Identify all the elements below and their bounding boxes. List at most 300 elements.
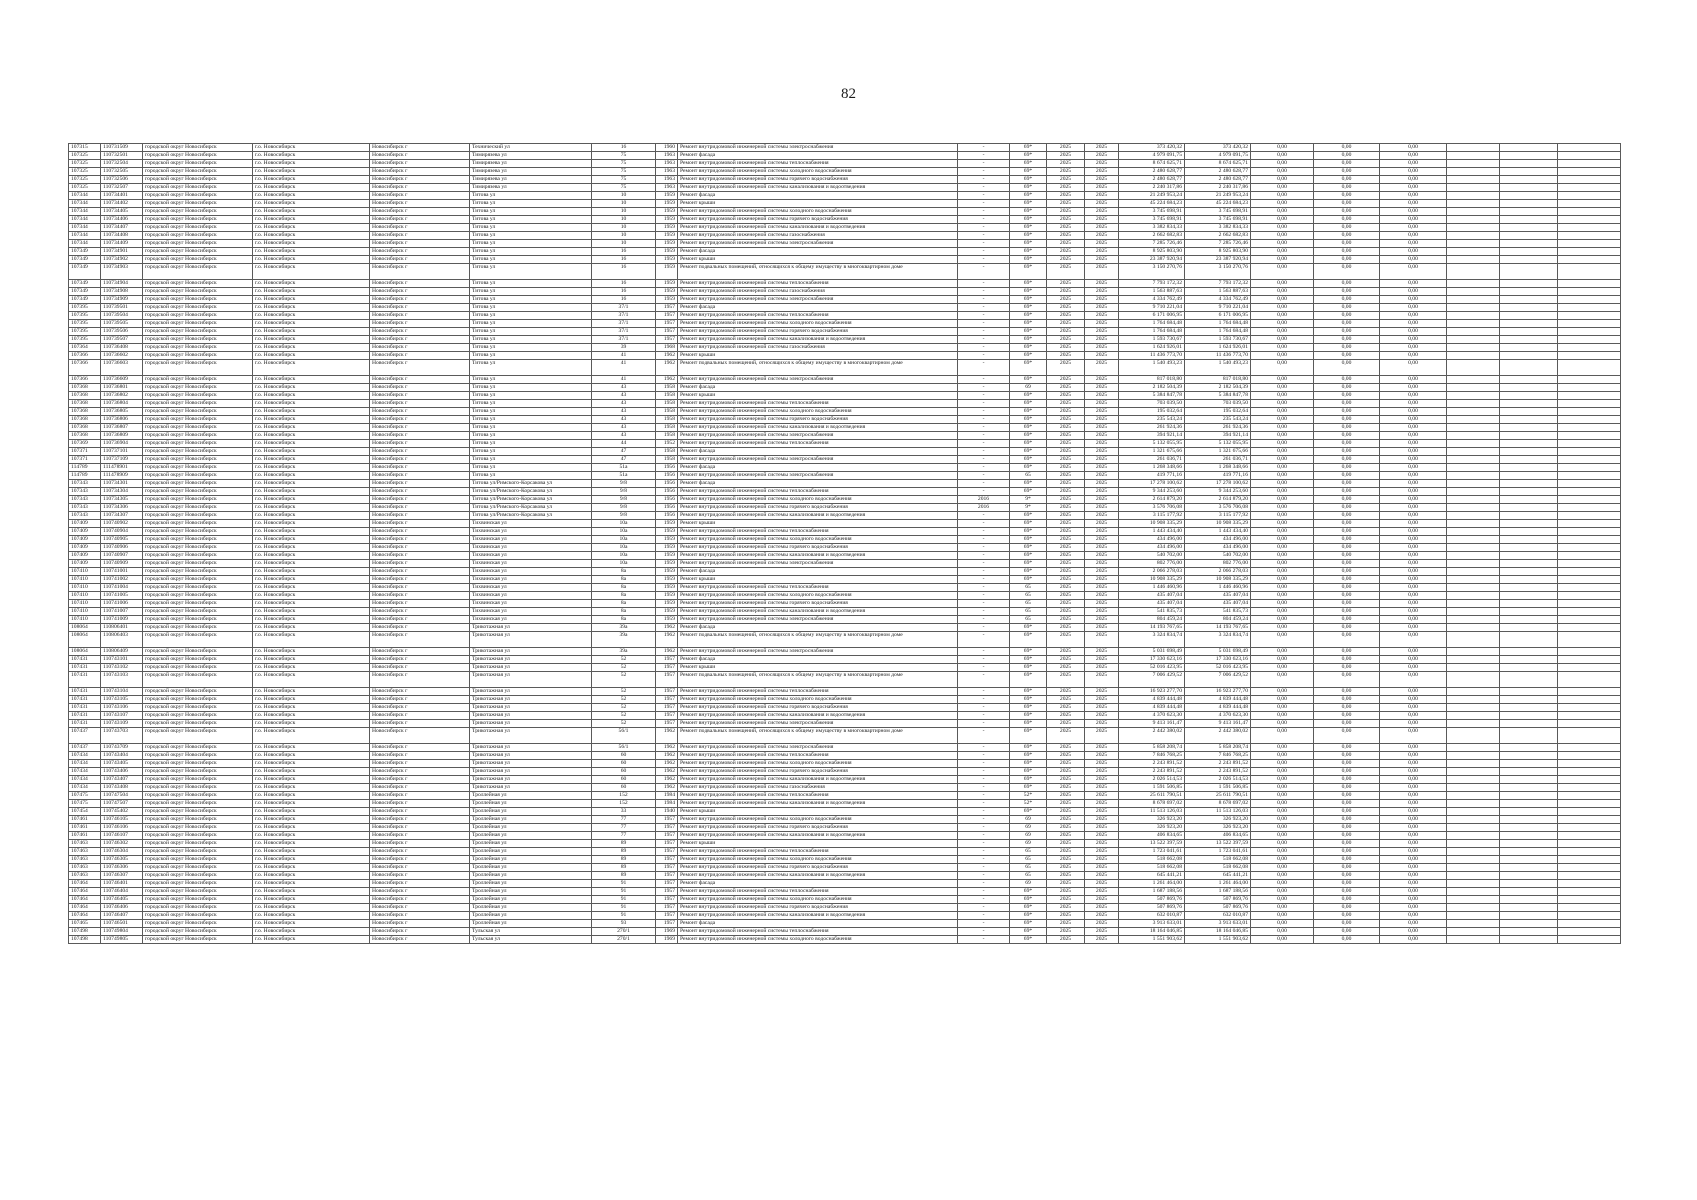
- cell-settlement: Новосибирск г: [370, 192, 470, 200]
- cell-fund-cost: 435 407,04: [1185, 600, 1251, 608]
- cell-col-21: [1558, 280, 1621, 288]
- cell-year-from: 2025: [1047, 576, 1085, 584]
- cell-built: 1962: [656, 752, 678, 760]
- cell-work: Ремонт внутридомовой инженерной системы электроснабжения: [678, 616, 958, 624]
- cell-work-id: 110732501: [101, 152, 143, 160]
- cell-house-id: 107434: [69, 752, 101, 760]
- cell-year-from: 2025: [1047, 696, 1085, 704]
- cell-settlement: Новосибирск г: [370, 896, 470, 904]
- cell-dash: -: [958, 864, 1010, 872]
- cell-fund-cost: 261 924,36: [1185, 424, 1251, 432]
- cell-col-19: [1447, 840, 1500, 848]
- cell-col-20: [1500, 848, 1558, 856]
- cell-total-cost: 9 710 221,04: [1119, 304, 1185, 312]
- cell-settlement-district: г.о. Новосибирск: [253, 184, 370, 192]
- cell-col-19: [1447, 544, 1500, 552]
- cell-year-from: 2025: [1047, 264, 1085, 280]
- table-row: [69, 824, 1621, 832]
- cell-col-21: [1558, 512, 1621, 520]
- cell-budget-1: 0,00: [1251, 400, 1314, 408]
- cell-budget-1: 0,00: [1251, 928, 1314, 936]
- cell-fund-cost: 2 240 317,86: [1185, 184, 1251, 192]
- cell-col-19: [1447, 608, 1500, 616]
- cell-year-to: 2025: [1085, 592, 1119, 600]
- table-row: [69, 416, 1621, 424]
- cell-col-21: [1558, 432, 1621, 440]
- cell-house-id: 107343: [69, 512, 101, 520]
- cell-municipality: городской округ Новосибирск: [143, 856, 253, 864]
- cell-fund-cost: 2 243 891,52: [1185, 768, 1251, 776]
- cell-settlement: Новосибирск г: [370, 456, 470, 464]
- cell-col-19: [1447, 832, 1500, 840]
- cell-col-20: [1500, 552, 1558, 560]
- cell-col-21: [1558, 536, 1621, 544]
- cell-settlement: Новосибирск г: [370, 584, 470, 592]
- cell-built: 1957: [656, 896, 678, 904]
- cell-street: Троллейная ул: [470, 912, 592, 920]
- cell-fund-cost: 7 006 429,52: [1185, 672, 1251, 688]
- table-row: [69, 352, 1621, 360]
- cell-work: Ремонт фасада: [678, 624, 958, 632]
- cell-year-to: 2025: [1085, 936, 1119, 944]
- cell-fund-cost: 10 908 335,29: [1185, 576, 1251, 584]
- cell-settlement-district: г.о. Новосибирск: [253, 880, 370, 888]
- cell-total-cost: 1 593 730,67: [1119, 336, 1185, 344]
- cell-budget-3: 0,00: [1380, 240, 1447, 248]
- cell-dash: -: [958, 696, 1010, 704]
- cell-settlement-district: г.о. Новосибирск: [253, 792, 370, 800]
- cell-municipality: городской округ Новосибирск: [143, 888, 253, 896]
- cell-municipality: городской округ Новосибирск: [143, 520, 253, 528]
- cell-year-from: 2025: [1047, 144, 1085, 152]
- cell-term: 65: [1010, 608, 1047, 616]
- cell-term: 65: [1010, 872, 1047, 880]
- cell-street: Тихвинская ул: [470, 576, 592, 584]
- cell-term: 69*: [1010, 656, 1047, 664]
- cell-fund-cost: 2 066 278,03: [1185, 568, 1251, 576]
- cell-col-20: [1500, 544, 1558, 552]
- cell-work-id: 110737101: [101, 448, 143, 456]
- cell-settlement: Новосибирск г: [370, 808, 470, 816]
- cell-street: Титова ул: [470, 208, 592, 216]
- cell-budget-2: 0,00: [1314, 208, 1380, 216]
- cell-term: 69*: [1010, 312, 1047, 320]
- cell-col-19: [1447, 168, 1500, 176]
- cell-year-from: 2025: [1047, 728, 1085, 744]
- cell-house-id: 107410: [69, 576, 101, 584]
- cell-house-no: 52: [592, 696, 656, 704]
- cell-budget-2: 0,00: [1314, 616, 1380, 624]
- cell-settlement: Новосибирск г: [370, 824, 470, 832]
- cell-budget-1: 0,00: [1251, 832, 1314, 840]
- cell-year-from: 2025: [1047, 216, 1085, 224]
- cell-total-cost: 9 413 161,47: [1119, 720, 1185, 728]
- cell-budget-2: 0,00: [1314, 696, 1380, 704]
- cell-settlement: Новосибирск г: [370, 352, 470, 360]
- cell-budget-2: 0,00: [1314, 192, 1380, 200]
- cell-year-to: 2025: [1085, 520, 1119, 528]
- table-row: [69, 320, 1621, 328]
- cell-year-from: 2025: [1047, 744, 1085, 752]
- cell-fund-cost: 14 193 767,65: [1185, 624, 1251, 632]
- cell-work: Ремонт фасада: [678, 304, 958, 312]
- cell-work: Ремонт внутридомовой инженерной системы электроснабжения: [678, 456, 958, 464]
- cell-year-to: 2025: [1085, 328, 1119, 336]
- cell-total-cost: 406 834,65: [1119, 832, 1185, 840]
- cell-year-to: 2025: [1085, 560, 1119, 568]
- cell-col-20: [1500, 576, 1558, 584]
- cell-year-from: 2025: [1047, 664, 1085, 672]
- cell-street: Тихвинская ул: [470, 584, 592, 592]
- cell-total-cost: 261 036,71: [1119, 456, 1185, 464]
- cell-dash: -: [958, 144, 1010, 152]
- cell-fund-cost: 1 321 675,66: [1185, 448, 1251, 456]
- cell-col-19: [1447, 496, 1500, 504]
- cell-col-20: [1500, 624, 1558, 632]
- cell-dash: -: [958, 800, 1010, 808]
- table-row: [69, 248, 1621, 256]
- cell-year-from: 2025: [1047, 208, 1085, 216]
- cell-term: 69*: [1010, 408, 1047, 416]
- cell-budget-2: 0,00: [1314, 288, 1380, 296]
- cell-street: Трикотажная ул: [470, 704, 592, 712]
- cell-col-20: [1500, 160, 1558, 168]
- cell-dash: -: [958, 752, 1010, 760]
- cell-house-no: 8а: [592, 600, 656, 608]
- cell-year-from: 2025: [1047, 352, 1085, 360]
- cell-dash: -: [958, 880, 1010, 888]
- cell-col-20: [1500, 896, 1558, 904]
- cell-built: 1962: [656, 728, 678, 744]
- cell-budget-3: 0,00: [1380, 400, 1447, 408]
- cell-budget-1: 0,00: [1251, 768, 1314, 776]
- cell-term: 69*: [1010, 528, 1047, 536]
- cell-col-19: [1447, 232, 1500, 240]
- cell-house-id: 107461: [69, 816, 101, 824]
- cell-work-id: 110734306: [101, 504, 143, 512]
- cell-settlement: Новосибирск г: [370, 760, 470, 768]
- cell-year-to: 2025: [1085, 800, 1119, 808]
- cell-house-no: 37/1: [592, 304, 656, 312]
- cell-municipality: городской округ Новосибирск: [143, 768, 253, 776]
- cell-built: 1963: [656, 168, 678, 176]
- cell-col-20: [1500, 536, 1558, 544]
- cell-col-19: [1447, 848, 1500, 856]
- cell-house-no: 8а: [592, 616, 656, 624]
- table-row: [69, 160, 1621, 168]
- cell-budget-1: 0,00: [1251, 568, 1314, 576]
- cell-built: 1959: [656, 568, 678, 576]
- table-row: [69, 528, 1621, 536]
- cell-total-cost: 23 387 920,94: [1119, 256, 1185, 264]
- cell-work: Ремонт внутридомовой инженерной системы газоснабжения: [678, 784, 958, 792]
- cell-settlement: Новосибирск г: [370, 408, 470, 416]
- cell-term: 69*: [1010, 904, 1047, 912]
- cell-fund-cost: 25 611 790,51: [1185, 792, 1251, 800]
- cell-col-19: [1447, 696, 1500, 704]
- cell-col-19: [1447, 224, 1500, 232]
- cell-fund-cost: 8 678 697,02: [1185, 800, 1251, 808]
- cell-house-id: 107344: [69, 240, 101, 248]
- cell-settlement: Новосибирск г: [370, 856, 470, 864]
- cell-budget-3: 0,00: [1380, 528, 1447, 536]
- cell-year-to: 2025: [1085, 888, 1119, 896]
- cell-year-from: 2025: [1047, 584, 1085, 592]
- cell-street: Троллейная ул: [470, 808, 592, 816]
- cell-fund-cost: 3 913 633,01: [1185, 920, 1251, 928]
- cell-col-19: [1447, 528, 1500, 536]
- cell-col-20: [1500, 704, 1558, 712]
- cell-col-20: [1500, 800, 1558, 808]
- cell-fund-cost: 9 344 253,60: [1185, 488, 1251, 496]
- cell-col-21: [1558, 248, 1621, 256]
- cell-budget-1: 0,00: [1251, 704, 1314, 712]
- cell-budget-3: 0,00: [1380, 912, 1447, 920]
- cell-municipality: городской округ Новосибирск: [143, 312, 253, 320]
- cell-term: 69: [1010, 840, 1047, 848]
- cell-house-id: 107410: [69, 608, 101, 616]
- table-row: [69, 384, 1621, 392]
- cell-term: 69*: [1010, 648, 1047, 656]
- cell-municipality: городской округ Новосибирск: [143, 912, 253, 920]
- cell-work-id: 110732504: [101, 160, 143, 168]
- cell-budget-2: 0,00: [1314, 880, 1380, 888]
- cell-col-19: [1447, 160, 1500, 168]
- cell-budget-1: 0,00: [1251, 648, 1314, 656]
- cell-work: Ремонт фасада: [678, 920, 958, 928]
- cell-settlement-district: г.о. Новосибирск: [253, 720, 370, 728]
- cell-settlement: Новосибирск г: [370, 320, 470, 328]
- cell-house-no: 44: [592, 440, 656, 448]
- table-row: [69, 296, 1621, 304]
- cell-year-from: 2025: [1047, 360, 1085, 376]
- cell-municipality: городской округ Новосибирск: [143, 728, 253, 744]
- cell-budget-1: 0,00: [1251, 624, 1314, 632]
- cell-municipality: городской округ Новосибирск: [143, 784, 253, 792]
- cell-budget-3: 0,00: [1380, 624, 1447, 632]
- cell-fund-cost: 16 923 277,70: [1185, 688, 1251, 696]
- cell-work-id: 110743102: [101, 664, 143, 672]
- cell-year-from: 2025: [1047, 184, 1085, 192]
- cell-settlement: Новосибирск г: [370, 240, 470, 248]
- cell-fund-cost: 4 839 444,48: [1185, 696, 1251, 704]
- cell-total-cost: 11 513 126,03: [1119, 808, 1185, 816]
- cell-col-19: [1447, 448, 1500, 456]
- cell-year-from: 2025: [1047, 424, 1085, 432]
- cell-work: Ремонт внутридомовой инженерной системы электроснабжения: [678, 376, 958, 384]
- cell-street: Технический ул: [470, 144, 592, 152]
- cell-col-19: [1447, 808, 1500, 816]
- cell-built: 1957: [656, 712, 678, 720]
- cell-municipality: городской округ Новосибирск: [143, 176, 253, 184]
- cell-settlement: Новосибирск г: [370, 424, 470, 432]
- cell-settlement-district: г.о. Новосибирск: [253, 896, 370, 904]
- cell-col-20: [1500, 912, 1558, 920]
- cell-settlement-district: г.о. Новосибирск: [253, 168, 370, 176]
- cell-term: 52*: [1010, 800, 1047, 808]
- table-row: [69, 720, 1621, 728]
- cell-built: 1959: [656, 256, 678, 264]
- cell-budget-1: 0,00: [1251, 216, 1314, 224]
- cell-budget-3: 0,00: [1380, 800, 1447, 808]
- cell-settlement: Новосибирск г: [370, 872, 470, 880]
- cell-work: Ремонт внутридомовой инженерной системы горячего водоснабжения: [678, 504, 958, 512]
- register-table-body: [69, 144, 1621, 944]
- cell-work: Ремонт внутридомовой инженерной системы электроснабжения: [678, 648, 958, 656]
- cell-street: Титова ул: [470, 432, 592, 440]
- cell-house-id: 107464: [69, 896, 101, 904]
- table-row: [69, 920, 1621, 928]
- cell-year-from: 2025: [1047, 320, 1085, 328]
- cell-settlement: Новосибирск г: [370, 568, 470, 576]
- cell-settlement-district: г.о. Новосибирск: [253, 264, 370, 280]
- cell-col-21: [1558, 400, 1621, 408]
- cell-budget-3: 0,00: [1380, 232, 1447, 240]
- cell-work-id: 110745402: [101, 808, 143, 816]
- cell-year-to: 2025: [1085, 320, 1119, 328]
- cell-built: 1962: [656, 768, 678, 776]
- cell-col-19: [1447, 184, 1500, 192]
- cell-settlement: Новосибирск г: [370, 784, 470, 792]
- cell-settlement: Новосибирск г: [370, 144, 470, 152]
- cell-settlement-district: г.о. Новосибирск: [253, 872, 370, 880]
- cell-year-from: 2025: [1047, 152, 1085, 160]
- cell-house-no: 51а: [592, 472, 656, 480]
- cell-term: 69*: [1010, 784, 1047, 792]
- cell-year-to: 2025: [1085, 704, 1119, 712]
- cell-budget-1: 0,00: [1251, 232, 1314, 240]
- cell-house-id: 107369: [69, 440, 101, 448]
- cell-fund-cost: 5 384 847,78: [1185, 392, 1251, 400]
- cell-fund-cost: 5 031 698,49: [1185, 648, 1251, 656]
- cell-budget-3: 0,00: [1380, 592, 1447, 600]
- cell-dash: -: [958, 768, 1010, 776]
- cell-settlement: Новосибирск г: [370, 800, 470, 808]
- cell-house-no: 270/1: [592, 936, 656, 944]
- cell-col-20: [1500, 928, 1558, 936]
- cell-street: Трикотажная ул: [470, 744, 592, 752]
- cell-work-id: 110743406: [101, 768, 143, 776]
- cell-work-id: 110806403: [101, 632, 143, 648]
- cell-work-id: 110743105: [101, 696, 143, 704]
- cell-settlement-district: г.о. Новосибирск: [253, 328, 370, 336]
- cell-budget-2: 0,00: [1314, 304, 1380, 312]
- cell-house-id: 107434: [69, 760, 101, 768]
- cell-municipality: городской округ Новосибирск: [143, 744, 253, 752]
- cell-house-id: 107410: [69, 592, 101, 600]
- cell-dash: -: [958, 776, 1010, 784]
- cell-year-to: 2025: [1085, 840, 1119, 848]
- cell-budget-3: 0,00: [1380, 864, 1447, 872]
- cell-work-id: 110737109: [101, 456, 143, 464]
- cell-built: 1957: [656, 840, 678, 848]
- cell-total-cost: 5 384 847,78: [1119, 392, 1185, 400]
- cell-fund-cost: 1 764 684,48: [1185, 328, 1251, 336]
- cell-year-to: 2025: [1085, 192, 1119, 200]
- cell-dash: -: [958, 824, 1010, 832]
- cell-fund-cost: 9 413 161,47: [1185, 720, 1251, 728]
- cell-municipality: городской округ Новосибирск: [143, 152, 253, 160]
- cell-year-to: 2025: [1085, 392, 1119, 400]
- cell-budget-2: 0,00: [1314, 264, 1380, 280]
- cell-term: 65: [1010, 616, 1047, 624]
- cell-col-20: [1500, 608, 1558, 616]
- cell-col-20: [1500, 384, 1558, 392]
- cell-total-cost: 8 925 803,90: [1119, 248, 1185, 256]
- cell-settlement: Новосибирск г: [370, 440, 470, 448]
- cell-dash: -: [958, 552, 1010, 560]
- cell-house-no: 39а: [592, 632, 656, 648]
- cell-built: 1958: [656, 432, 678, 440]
- cell-year-to: 2025: [1085, 760, 1119, 768]
- cell-house-id: 107364: [69, 344, 101, 352]
- cell-budget-3: 0,00: [1380, 384, 1447, 392]
- table-row: [69, 744, 1621, 752]
- cell-year-to: 2025: [1085, 664, 1119, 672]
- cell-year-from: 2025: [1047, 752, 1085, 760]
- cell-settlement: Новосибирск г: [370, 696, 470, 704]
- cell-budget-1: 0,00: [1251, 576, 1314, 584]
- cell-settlement-district: г.о. Новосибирск: [253, 848, 370, 856]
- cell-budget-1: 0,00: [1251, 896, 1314, 904]
- cell-budget-2: 0,00: [1314, 440, 1380, 448]
- cell-settlement-district: г.о. Новосибирск: [253, 488, 370, 496]
- cell-total-cost: 2 243 891,52: [1119, 760, 1185, 768]
- cell-total-cost: 195 032,64: [1119, 408, 1185, 416]
- cell-budget-1: 0,00: [1251, 504, 1314, 512]
- cell-street: Троллейная ул: [470, 888, 592, 896]
- cell-col-19: [1447, 336, 1500, 344]
- cell-year-from: 2025: [1047, 792, 1085, 800]
- cell-settlement: Новосибирск г: [370, 608, 470, 616]
- cell-municipality: городской округ Новосибирск: [143, 536, 253, 544]
- cell-house-no: 16: [592, 288, 656, 296]
- cell-house-no: 10а: [592, 552, 656, 560]
- cell-dash: -: [958, 712, 1010, 720]
- cell-year-to: 2025: [1085, 856, 1119, 864]
- cell-total-cost: 2 442 380,02: [1119, 728, 1185, 744]
- cell-municipality: городской округ Новосибирск: [143, 264, 253, 280]
- cell-col-20: [1500, 504, 1558, 512]
- cell-term: 69*: [1010, 456, 1047, 464]
- cell-house-id: 107349: [69, 256, 101, 264]
- cell-total-cost: 4 370 623,30: [1119, 712, 1185, 720]
- cell-year-to: 2025: [1085, 200, 1119, 208]
- cell-year-to: 2025: [1085, 712, 1119, 720]
- cell-col-19: [1447, 208, 1500, 216]
- cell-budget-2: 0,00: [1314, 280, 1380, 288]
- cell-total-cost: 11 436 773,70: [1119, 352, 1185, 360]
- cell-col-21: [1558, 464, 1621, 472]
- cell-fund-cost: 235 543,24: [1185, 416, 1251, 424]
- cell-col-21: [1558, 888, 1621, 896]
- table-row: [69, 440, 1621, 448]
- cell-dash: -: [958, 240, 1010, 248]
- cell-house-id: 107465: [69, 920, 101, 928]
- cell-budget-3: 0,00: [1380, 536, 1447, 544]
- cell-col-21: [1558, 752, 1621, 760]
- cell-term: 69*: [1010, 224, 1047, 232]
- cell-street: Титова ул/Римского-Корсакова ул: [470, 504, 592, 512]
- cell-house-no: 47: [592, 448, 656, 456]
- cell-house-no: 16: [592, 280, 656, 288]
- cell-settlement: Новосибирск г: [370, 400, 470, 408]
- table-row: [69, 880, 1621, 888]
- cell-dash: -: [958, 480, 1010, 488]
- cell-year-to: 2025: [1085, 336, 1119, 344]
- cell-col-21: [1558, 848, 1621, 856]
- cell-total-cost: 17 278 100,62: [1119, 480, 1185, 488]
